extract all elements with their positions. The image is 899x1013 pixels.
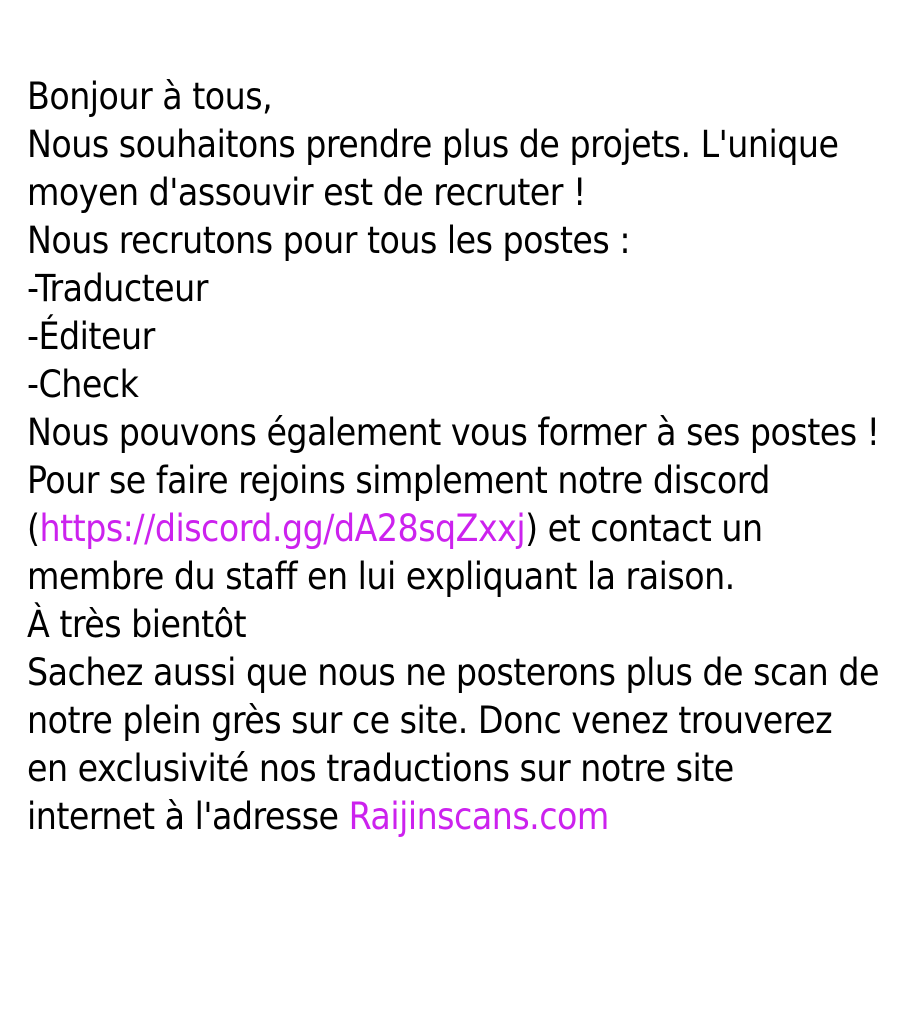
- discord-suffix: ) et contact un: [525, 507, 763, 550]
- notice-line-2: notre plein grès sur ce site. Donc venez trouverez: [27, 699, 833, 742]
- contact-line: membre du staff en lui expliquant la raison.: [27, 555, 735, 598]
- intro-line-2: moyen d'assouvir est de recruter !: [27, 171, 586, 214]
- greeting-line: Bonjour à tous,: [27, 75, 273, 118]
- position-translator: -Traducteur: [27, 267, 208, 310]
- discord-line: [27, 505, 893, 553]
- address-prefix: internet à l'adresse: [27, 795, 349, 838]
- discord-prefix: (: [27, 507, 40, 550]
- join-line: Pour se faire rejoins simplement notre discord: [27, 459, 770, 502]
- announcement-text: [27, 73, 893, 841]
- site-link[interactable]: Raijinscans.com: [348, 795, 609, 838]
- discord-link[interactable]: https://discord.gg/dA28sqZxxj: [39, 507, 526, 550]
- signoff-line: À très bientôt: [27, 603, 247, 646]
- recruit-line: Nous recrutons pour tous les postes :: [27, 219, 631, 262]
- notice-line-1: Sachez aussi que nous ne posterons plus de scan de: [27, 651, 879, 694]
- intro-line-1: Nous souhaitons prendre plus de projets. L'unique: [27, 123, 839, 166]
- address-line: [27, 793, 893, 841]
- position-check: -Check: [27, 363, 139, 406]
- training-line: Nous pouvons également vous former à ses postes !: [27, 411, 880, 454]
- notice-line-3: en exclusivité nos traductions sur notre site: [27, 747, 734, 790]
- position-editor: -Éditeur: [27, 315, 155, 358]
